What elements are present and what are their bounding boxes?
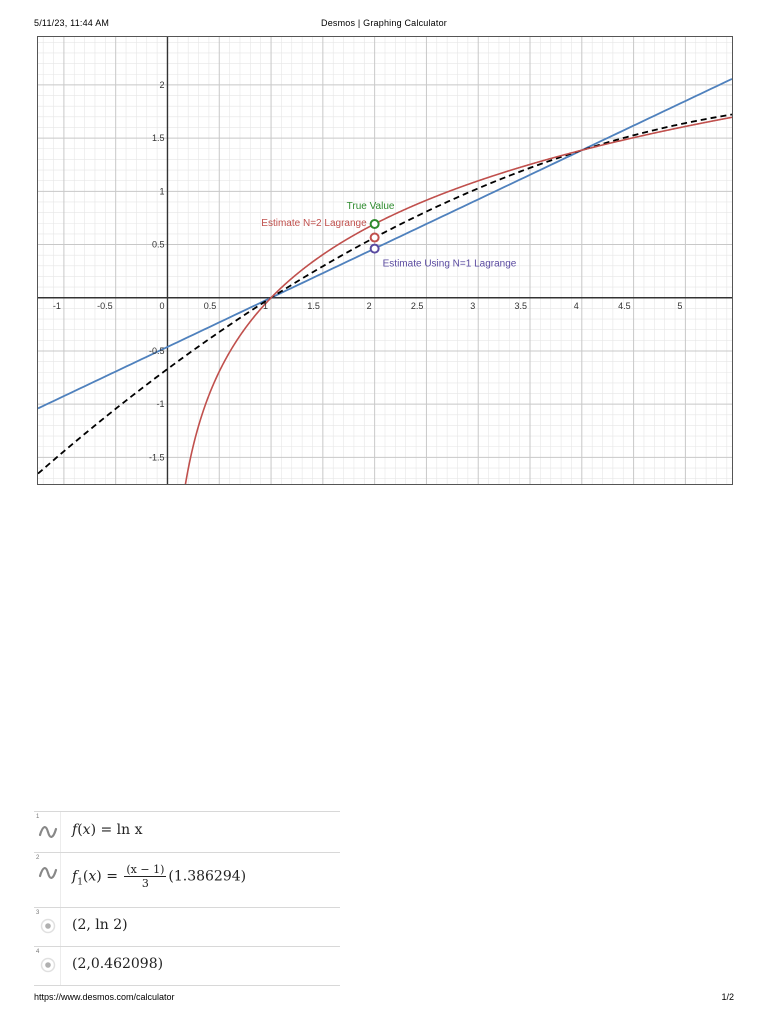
point-annotation: Estimate N=2 Lagrange (261, 217, 367, 229)
x-tick-label: -0.5 (97, 300, 113, 311)
function-arg: x (88, 868, 97, 885)
expression-row[interactable] (34, 946, 340, 986)
footer-page: 1/2 (721, 992, 734, 1002)
tick-labels (53, 80, 683, 463)
x-tick-label: 3.5 (514, 300, 528, 311)
expression-list (34, 811, 340, 986)
fraction (124, 863, 166, 890)
separator (60, 812, 61, 852)
graph-svg (38, 37, 732, 484)
wave-icon[interactable] (38, 822, 58, 842)
y-tick-label: 0.5 (151, 239, 165, 250)
data-point (371, 220, 379, 228)
y-tick-label: 2 (159, 79, 165, 90)
x-tick-label: 4 (573, 300, 579, 311)
expression-math[interactable]: (2, ln 2) (72, 917, 128, 933)
x-tick-label: 4.5 (618, 300, 631, 311)
point-icon[interactable] (38, 955, 58, 975)
x-tick-label: 5 (677, 300, 683, 311)
fraction-denominator: 3 (141, 877, 149, 890)
wave-icon[interactable] (38, 863, 58, 883)
expression-math[interactable]: (2,0.462098) (72, 956, 164, 972)
print-datetime: 5/11/23, 11:44 AM (34, 18, 110, 28)
function-name: f (72, 822, 78, 838)
fraction-numerator: (x − 1) (126, 863, 165, 876)
function-rhs: ln x (116, 822, 143, 838)
y-tick-label: -0.5 (148, 345, 165, 356)
x-tick-label: 2.5 (410, 300, 424, 311)
y-tick-label: -1.5 (148, 452, 165, 463)
x-tick-label: -1 (52, 300, 61, 311)
expression-row[interactable] (34, 852, 340, 907)
point-annotation: True Value (346, 200, 395, 212)
separator (60, 853, 61, 907)
points (371, 220, 379, 253)
x-tick-label: 3 (470, 300, 476, 311)
expression-number: 4 (36, 949, 40, 955)
equals-sign: ) = (96, 868, 123, 885)
separator (60, 947, 61, 985)
data-point (371, 245, 379, 253)
y-tick-label: 1 (159, 186, 165, 197)
function-arg: x (82, 822, 91, 838)
expression-number: 2 (36, 855, 40, 861)
function-subscript: 1 (77, 877, 83, 888)
x-tick-label: 1.5 (307, 300, 320, 311)
y-tick-label: -1 (156, 399, 165, 410)
expression-number: 3 (36, 910, 40, 916)
expression-row[interactable] (34, 811, 340, 852)
factor: (1.386294) (168, 868, 247, 885)
footer-url: https://www.desmos.com/calculator (34, 992, 175, 1002)
expression-math[interactable] (72, 863, 246, 890)
equals-sign: ) = (90, 822, 117, 838)
open-paren: ( (82, 868, 89, 885)
point-icon[interactable] (38, 916, 58, 936)
x-tick-label: 2 (366, 300, 372, 311)
data-point (371, 234, 379, 242)
separator (60, 908, 61, 946)
x-tick-label: 1 (263, 300, 269, 311)
expression-math[interactable] (72, 822, 143, 838)
expression-row[interactable] (34, 907, 340, 946)
x-tick-label: 0.5 (203, 300, 217, 311)
open-paren: ( (77, 822, 83, 838)
function-name: f (72, 868, 78, 885)
graph-canvas[interactable] (37, 36, 733, 485)
point-annotation: Estimate Using N=1 Lagrange (382, 258, 517, 270)
page-title: Desmos | Graphing Calculator (321, 18, 447, 28)
y-tick-label: 1.5 (151, 133, 165, 144)
expression-number: 1 (36, 814, 40, 820)
x-tick-label: 0 (159, 300, 165, 311)
